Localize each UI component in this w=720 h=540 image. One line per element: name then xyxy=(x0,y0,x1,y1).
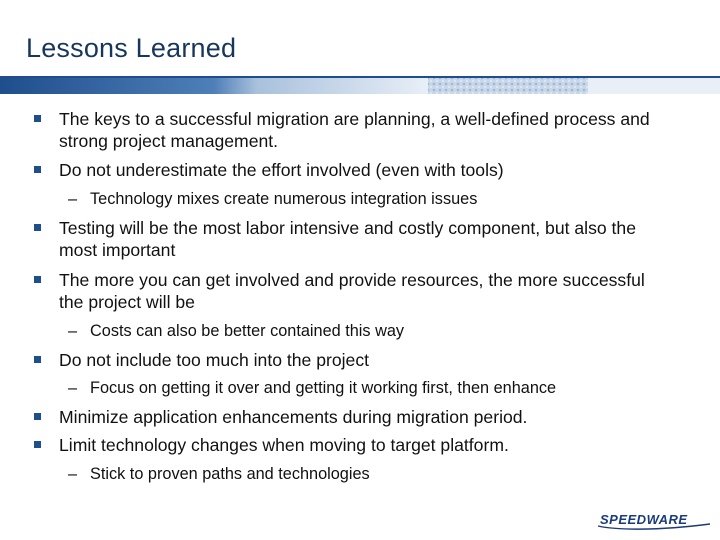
speedware-logo xyxy=(596,510,714,532)
bullet-text: The keys to a successful migration are planning, a well-defined process and strong project management. xyxy=(59,109,650,151)
bullet-text: Limit technology changes when moving to target platform. xyxy=(59,435,509,455)
square-bullet-icon xyxy=(34,224,41,231)
sub-bullet-text: Technology mixes create numerous integration issues xyxy=(90,190,478,208)
bullet-text: Testing will be the most labor intensive and costly component, but also the most important xyxy=(59,218,637,260)
dash-marker: – xyxy=(68,465,78,483)
bullet-item xyxy=(59,269,659,313)
sub-bullet-item xyxy=(68,378,690,398)
square-bullet-icon xyxy=(34,166,41,173)
sub-bullet-text: Costs can also be better contained this way xyxy=(90,322,405,340)
square-bullet-icon xyxy=(34,441,41,448)
sub-bullet-item xyxy=(68,464,690,484)
sub-bullet-item xyxy=(68,321,690,341)
bullet-item xyxy=(59,349,659,371)
slide-title: Lessons Learned xyxy=(26,33,237,63)
bullet-item xyxy=(59,217,659,261)
square-bullet-icon xyxy=(34,413,41,420)
bullet-item xyxy=(59,434,659,456)
bullet-item xyxy=(59,108,659,152)
bullet-text: The more you can get involved and provide resources, the more successful the project will be xyxy=(59,270,645,312)
sub-bullet-text: Focus on getting it over and getting it working first, then enhance xyxy=(90,379,557,397)
title-divider-bar xyxy=(0,76,720,94)
square-bullet-icon xyxy=(34,356,41,363)
bullet-item xyxy=(59,159,659,181)
dash-marker: – xyxy=(68,379,78,397)
sub-bullet-text: Stick to proven paths and technologies xyxy=(90,465,370,483)
dash-marker: – xyxy=(68,190,78,208)
square-bullet-icon xyxy=(34,115,41,122)
sub-bullet-item xyxy=(68,189,690,209)
bullet-text: Do not underestimate the effort involved (even with tools) xyxy=(59,160,504,180)
bullet-text: Minimize application enhancements during migration period. xyxy=(59,407,528,427)
dash-marker: – xyxy=(68,322,78,340)
bullet-item xyxy=(59,406,659,428)
square-bullet-icon xyxy=(34,276,41,283)
logo-text: SPEEDWARE xyxy=(600,512,688,527)
bullet-text: Do not include too much into the project xyxy=(59,350,370,370)
